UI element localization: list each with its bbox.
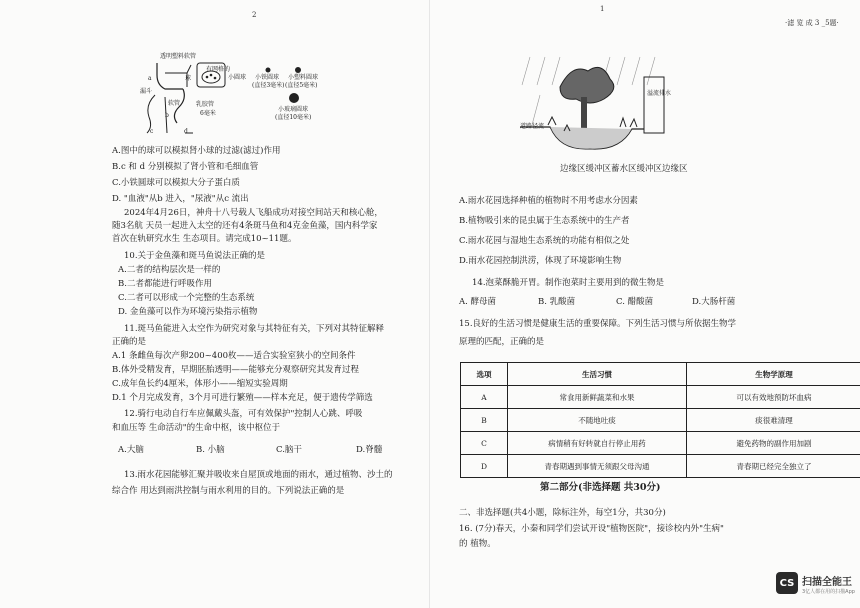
camscanner-name: 扫描全能王	[802, 577, 852, 588]
corner-mark: ·滤 览 成 3 _5题·	[785, 19, 839, 27]
q11-stem-line2: 正确的是	[112, 337, 147, 347]
right-page-number: 1	[600, 5, 605, 13]
legend-iron-ball: 小铁圆球	[255, 74, 280, 81]
left-page-number: 2	[252, 11, 257, 19]
table-cell: 青春期已经完全独立了	[687, 455, 860, 478]
legend-plastic-size: (直径5毫米)	[285, 82, 318, 89]
fig-width-label: 6毫米	[200, 110, 216, 117]
q16-line2: 的 植物。	[459, 539, 496, 549]
rain-fig-caption: 边缘区缓冲区蓄水区缓冲区边缘区	[560, 164, 688, 174]
q11-option-a: A.1 条雌鱼每次产卵200~400枚——适合实验室狭小的空间条件	[112, 351, 356, 361]
fig-mark-b: b	[165, 112, 169, 119]
table-cell: 青春期遇到事情无须跟父母沟通	[508, 455, 687, 478]
table-header-cell: 选项	[461, 363, 508, 386]
q13-option-d: D.雨水花园控制洪涝，体现了环境影响生物	[459, 256, 622, 266]
table-cell: 可以有效地预防坏血病	[687, 386, 860, 409]
q10-stem: 10.关于金鱼藻和斑马鱼说法正确的是	[124, 251, 266, 261]
habits-table	[460, 362, 860, 478]
q12-stem-line1: 12.骑行电动自行车应佩戴头盔，可有效保护"控制人心跳、呼吸	[124, 409, 363, 419]
table-cell: B	[461, 409, 508, 432]
q12-option-d: D.脊髓	[356, 445, 383, 455]
q9-option-b: B.c 和 d 分别模拟了肾小管和毛细血管	[112, 162, 259, 172]
q11-stem-line1: 11.斑马鱼能进入太空作为研究对象与其特征有关，下列对其特征解释	[124, 324, 385, 334]
table-cell: 不随地吐痰	[508, 409, 687, 432]
q13-stem-line1: 13.雨水花园能够汇聚并吸收来自屋顶或地面的雨水，通过植物、沙土的	[124, 470, 393, 480]
q11-option-b: B.体外受精发育，早期胚胎透明——能够充分观察研究其发育过程	[112, 365, 359, 375]
table-row	[461, 386, 860, 409]
table-cell: 避免药物的副作用加剧	[687, 432, 860, 455]
table-header-cell: 生活习惯	[508, 363, 687, 386]
rain-garden-figure	[520, 55, 670, 155]
legend-iron-size: (直径3毫米)	[252, 82, 285, 89]
q9-option-c: C.小铁圆球可以模拟大分子蛋白质	[112, 178, 240, 188]
q10-option-a: A.二者的结构层次是一样的	[118, 265, 221, 275]
q15-stem-line2: 原理的匹配，正确的是	[459, 337, 545, 347]
q10-option-c: C.二者可以形成一个完整的生态系统	[118, 293, 255, 303]
q10-option-b: B.二者都能进行呼吸作用	[118, 279, 212, 289]
page-divider	[429, 0, 430, 608]
part2-title: 第二部分(非选择题 共30分)	[540, 482, 661, 493]
q11-option-c: C.成年鱼长约4厘米，体形小——缩短实验周期	[112, 379, 288, 389]
q14-option-b: B. 乳酸菌	[538, 297, 576, 307]
part2-intro: 二、非选择题(共4小题，除标注外，每空1分，共30分)	[459, 508, 666, 518]
fig-net-label: 有网格的	[206, 66, 231, 73]
q9-option-d: D. "血液"从b 进入，"尿液"从c 流出	[112, 194, 249, 204]
fig-ball-label: 球	[185, 75, 192, 82]
q14-option-d: D.大肠杆菌	[692, 297, 736, 307]
q12-option-a: A.大脑	[118, 445, 144, 455]
camscanner-tagline: 3亿人都在用的扫描App	[802, 589, 855, 595]
q16-line1: 16. (7分)春天，小秦和同学们尝试开设"植物医院"，接诊校内外"生病"	[459, 524, 724, 534]
table-cell: C	[461, 432, 508, 455]
table-cell: A	[461, 386, 508, 409]
table-cell: 痰很难清理	[687, 409, 860, 432]
legend-glass-ball: 小玻璃圆球	[278, 106, 309, 113]
intro-line-2: 随3名航 天员一起进入太空的还有4条斑马鱼和4克金鱼藻，国内科学家	[112, 221, 378, 231]
fig-lead-label: 漏斗	[140, 88, 153, 95]
table-row	[461, 409, 860, 432]
fig-tube-label: 透明塑料软管	[160, 53, 197, 60]
legend-glass-size: (直径10毫米)	[275, 114, 312, 121]
table-cell: 常食用新鲜蔬菜和水果	[508, 386, 687, 409]
table-cell: 病情稍有好转就自行停止用药	[508, 432, 687, 455]
q15-stem-line1: 15.良好的生活习惯是健康生活的重要保障。下列生活习惯与所依据生物学	[459, 319, 737, 329]
q14-stem: 14.泡菜酥脆开胃。制作泡菜时主要用到的微生物是	[472, 278, 665, 288]
q14-option-a: A. 酵母菌	[459, 297, 497, 307]
q12-stem-line2: 和血压等 生命活动"的生命中枢，该中枢位于	[112, 423, 281, 433]
fig-rubber-label: 乳胶管	[196, 101, 215, 108]
table-cell: D	[461, 455, 508, 478]
fig-mark-c: c	[150, 128, 154, 135]
fig-mark-a: a	[148, 75, 152, 82]
q13-stem-line2: 综合作 用达到雨洪控制与雨水利用的目的。下列说法正确的是	[112, 486, 345, 496]
camscanner-logo: CS	[776, 572, 798, 594]
fig-mark-d: d	[184, 128, 188, 135]
table-header-row	[461, 363, 860, 386]
q9-option-a: A.图中的球可以模拟肾小球的过滤(滤过)作用	[112, 146, 281, 156]
rain-fig-road-label: 道路径流	[520, 123, 545, 130]
q11-option-d: D.1 个月完成发育，3个月可进行繁殖——样本充足，便于遗传学筛选	[112, 393, 373, 403]
q13-option-a: A.雨水花园选择种植的植物时不用考虑水分因素	[459, 196, 638, 206]
table-header-cell: 生物学原理	[687, 363, 860, 386]
intro-line-3: 首次在轨研究水生 生态项目。请完成10~11题。	[112, 234, 297, 244]
fig-flexible-label: 软管	[168, 100, 181, 107]
q14-option-c: C. 醋酸菌	[616, 297, 654, 307]
q13-option-c: C.雨水花园与湿地生态系统的功能有相似之处	[459, 236, 630, 246]
table-row	[461, 432, 860, 455]
legend-plastic-ball: 小塑料圆球	[288, 74, 319, 81]
q12-option-b: B. 小脑	[196, 445, 225, 455]
q13-option-b: B.植物吸引来的昆虫属于生态系统中的生产者	[459, 216, 630, 226]
intro-line-1: 2024年4月26日，神舟十八号载人飞船成功对接空间站天和核心舱，	[124, 208, 383, 218]
rain-fig-drain-label: 溢流排水	[647, 90, 672, 97]
table-row	[461, 455, 860, 478]
q12-option-c: C.脑干	[276, 445, 302, 455]
q10-option-d: D. 金鱼藻可以作为环境污染指示植物	[118, 307, 258, 317]
fig-small-ball-label: 小圆球	[228, 74, 247, 81]
